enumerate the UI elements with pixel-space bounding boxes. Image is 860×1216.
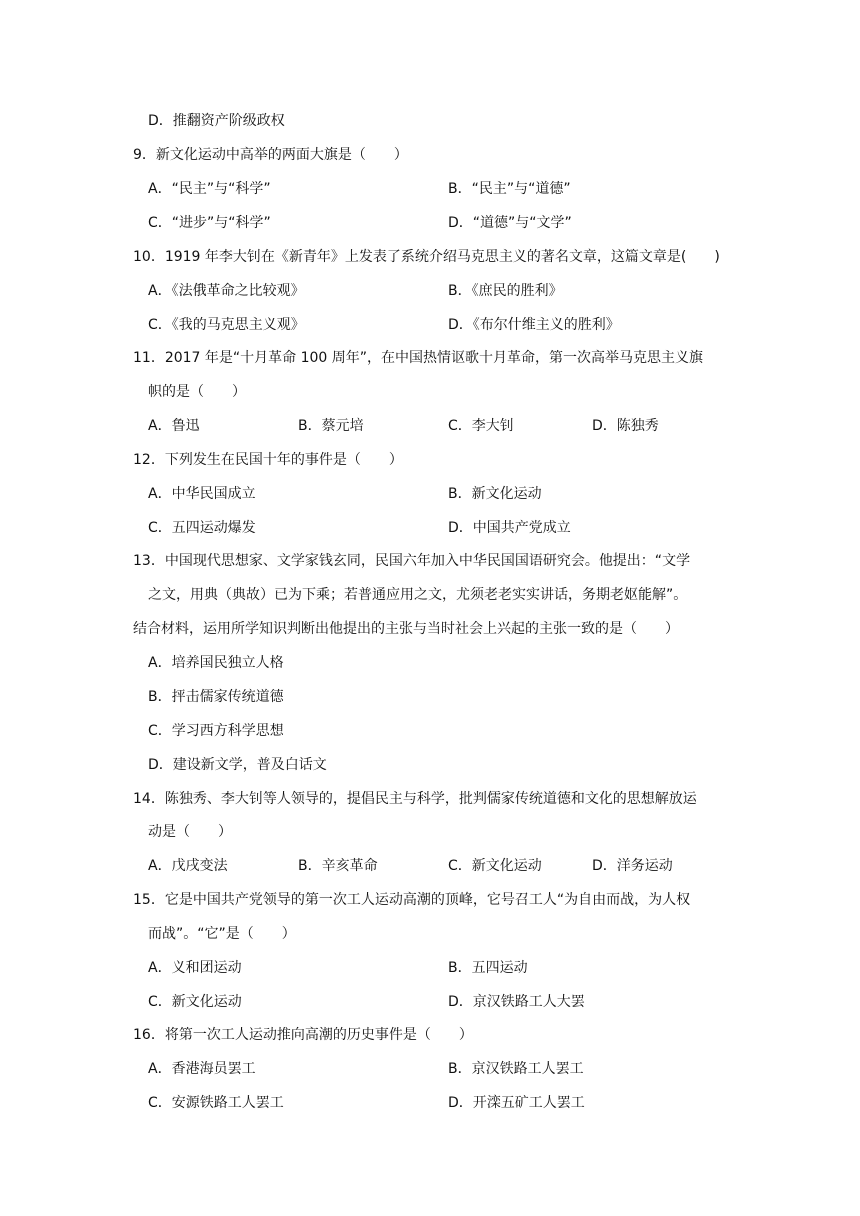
q15-option-b: B．五四运动	[448, 960, 528, 976]
q13-stem-line1: 13．中国现代思想家、文学家钱玄同，民国六年加入中华民国国语研究会。他提出：“文学	[133, 553, 691, 569]
q10-option-a: A．《法俄革命之比较观》	[148, 283, 305, 299]
q12-option-b: B．新文化运动	[448, 486, 542, 502]
q11-option-b: B．蔡元培	[298, 418, 364, 434]
q10-option-b: B．《庶民的胜利》	[448, 283, 563, 299]
q15-option-c: C．新文化运动	[148, 994, 242, 1010]
q14-option-c: C．新文化运动	[448, 858, 542, 874]
q14-stem-line2: 动是（ ）	[148, 824, 232, 840]
q16-stem: 16．将第一次工人运动推向高潮的历史事件是（ ）	[133, 1027, 473, 1043]
q12-option-c: C．五四运动爆发	[148, 520, 256, 536]
q11-option-c: C．李大钊	[448, 418, 514, 434]
q13-stem-line3: 结合材料，运用所学知识判断出他提出的主张与当时社会上兴起的主张一致的是（ ）	[133, 621, 679, 637]
q12-option-d: D．中国共产党成立	[448, 520, 571, 536]
q15-option-d: D．京汉铁路工人大罢	[448, 994, 585, 1010]
q16-option-d: D．开滦五矿工人罢工	[448, 1095, 585, 1111]
q11-option-a: A．鲁迅	[148, 418, 200, 434]
q15-option-a: A．义和团运动	[148, 960, 242, 976]
q15-stem-line1: 15．它是中国共产党领导的第一次工人运动高潮的顶峰，它号召工人“为自由而战，为人权	[133, 892, 691, 908]
q14-option-b: B．辛亥革命	[298, 858, 378, 874]
q8-option-d: D．推翻资产阶级政权	[148, 113, 285, 129]
q16-option-a: A．香港海员罢工	[148, 1061, 256, 1077]
q13-option-b: B．抨击儒家传统道德	[148, 689, 284, 705]
q11-option-d: D．陈独秀	[592, 418, 659, 434]
q10-option-d: D．《布尔什维主义的胜利》	[448, 317, 620, 333]
q9-option-c: C．“进步”与“科学”	[148, 215, 271, 231]
q9-option-d: D．“道德”与“文学”	[448, 215, 572, 231]
q13-option-a: A．培养国民独立人格	[148, 655, 284, 671]
q11-stem-line2: 帜的是（ ）	[148, 384, 246, 400]
q13-option-d: D．建设新文学，普及白话文	[148, 757, 327, 773]
q13-stem-line2: 之文，用典（典故）已为下乘；若普通应用之文，尤须老老实实讲话，务期老妪能解”。	[148, 587, 688, 603]
q14-stem-line1: 14．陈独秀、李大钊等人领导的，提倡民主与科学，批判儒家传统道德和文化的思想解放运	[133, 791, 697, 807]
q15-stem-line2: 而战”。“它”是（ ）	[148, 926, 296, 942]
q10-stem: 10．1919 年李大钊在《新青年》上发表了系统介绍马克思主义的著名文章，这篇文章是( )	[133, 249, 720, 265]
q13-option-c: C．学习西方科学思想	[148, 723, 284, 739]
q12-stem: 12．下列发生在民国十年的事件是（ ）	[133, 452, 403, 468]
q12-option-a: A．中华民国成立	[148, 486, 256, 502]
q14-option-a: A．戊戌变法	[148, 858, 228, 874]
q9-option-a: A．“民主”与“科学”	[148, 181, 271, 197]
q16-option-b: B．京汉铁路工人罢工	[448, 1061, 584, 1077]
q9-stem: 9．新文化运动中高举的两面大旗是（ ）	[133, 147, 408, 163]
q14-option-d: D．洋务运动	[592, 858, 673, 874]
q10-option-c: C．《我的马克思主义观》	[148, 317, 305, 333]
q11-stem-line1: 11．2017 年是“十月革命 100 周年”，在中国热情讴歌十月革命，第一次高举马克思主义旗	[133, 350, 704, 366]
q16-option-c: C．安源铁路工人罢工	[148, 1095, 284, 1111]
q9-option-b: B．“民主”与“道德”	[448, 181, 571, 197]
